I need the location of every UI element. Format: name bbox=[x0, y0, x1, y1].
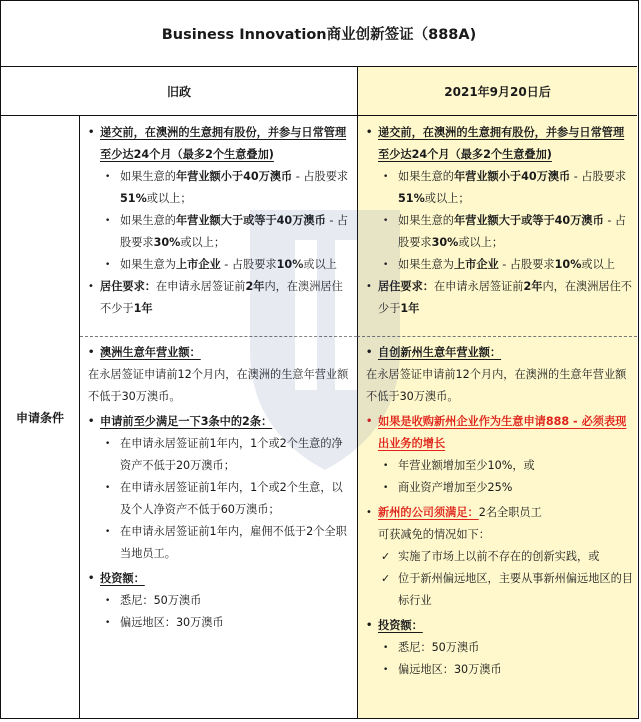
new-share-under-400k: • 如果生意的年营业额小于40万澳币 - 占股要求51%或以上； bbox=[366, 166, 633, 210]
new-exempt-text: 可获减免的情况如下： bbox=[378, 528, 490, 541]
new-invest-item: • 偏远地区：30万澳币 bbox=[366, 659, 633, 681]
old-criteria-item: • 在申请永居签证前1年内，1个或2个生意，以及个人净资产不低于60万澳币； bbox=[88, 477, 351, 521]
new-exempt-item: ✓ 位于新州偏远地区，主要从事新州偏远地区的目标行业 bbox=[366, 568, 633, 612]
header-old-policy: 旧政 bbox=[1, 67, 357, 116]
old-share-under-400k: • 如果生意的年营业额小于40万澳币 - 占股要求51%或以上； bbox=[88, 166, 351, 210]
header-new-policy: 2021年9月20日后 bbox=[357, 67, 637, 116]
new-growth-item: • 商业资产增加至少25% bbox=[366, 477, 633, 499]
old-shares-intro: • 递交前，在澳洲的生意拥有股份，并参与日常管理至少达24个月（最多2个生意叠加) bbox=[88, 122, 351, 166]
new-turnover-text: 在永居签证申请前12个月内，在澳洲的生意年营业额不低于30万澳币。 bbox=[366, 368, 627, 403]
old-turnover-label: • 澳洲生意年营业额： bbox=[88, 342, 351, 364]
new-exempt-item: ✓ 实施了市场上以前不存在的创新实践，或 bbox=[366, 546, 633, 568]
new-business-section bbox=[357, 336, 637, 718]
new-acquire-label: • 如果是收购新州企业作为生意申请888 - 必须表现出业务的增长 bbox=[366, 411, 633, 455]
row-label-requirements: 申请条件 bbox=[1, 116, 80, 718]
old-share-over-400k: • 如果生意的年营业额大于或等于40万澳币 - 占股要求30%或以上； bbox=[88, 210, 351, 254]
new-invest-item: • 悉尼：50万澳币 bbox=[366, 637, 633, 659]
new-share-listed: • 如果生意为上市企业 - 占股要求10%或以上 bbox=[366, 254, 633, 276]
old-residence-requirement: • 居住要求：在申请永居签证前2年内，在澳洲居住不少于1年 bbox=[88, 276, 351, 320]
old-criteria-item: • 在申请永居签证前1年内，雇佣不低于2个全职当地员工。 bbox=[88, 521, 351, 565]
old-turnover-text: 在永居签证申请前12个月内，在澳洲的生意年营业额不低于30万澳币。 bbox=[88, 368, 349, 403]
old-share-listed: • 如果生意为上市企业 - 占股要求10%或以上 bbox=[88, 254, 351, 276]
old-business-section bbox=[80, 336, 357, 718]
new-invest-label: • 投资额： bbox=[366, 615, 633, 637]
old-ownership-section bbox=[80, 116, 357, 336]
new-ownership-section bbox=[357, 116, 637, 336]
old-invest-item: • 偏远地区：30万澳币 bbox=[88, 612, 351, 634]
old-criteria-item: • 在申请永居签证前1年内，1个或2个生意的净资产不低于20万澳币； bbox=[88, 433, 351, 477]
new-company-requirement: • 新州的公司须满足：2名全职员工 bbox=[366, 502, 633, 524]
new-growth-item: • 年营业额增加至少10%，或 bbox=[366, 455, 633, 477]
new-share-over-400k: • 如果生意的年营业额大于或等于40万澳币 - 占股要求30%或以上； bbox=[366, 210, 633, 254]
page-title: Business Innovation商业创新签证（888A) bbox=[1, 1, 637, 67]
old-criteria-label: • 申请前至少满足一下3条中的2条： bbox=[88, 411, 351, 433]
new-shares-intro: • 递交前，在澳洲的生意拥有股份，并参与日常管理至少达24个月（最多2个生意叠加) bbox=[366, 122, 633, 166]
new-turnover-label: • 自创新州生意年营业额： bbox=[366, 342, 633, 364]
old-invest-label: • 投资额： bbox=[88, 568, 351, 590]
new-residence-requirement: • 居住要求：在申请永居签证前2年内，在澳洲居住不少于1年 bbox=[366, 276, 633, 320]
old-invest-item: • 悉尼：50万澳币 bbox=[88, 590, 351, 612]
